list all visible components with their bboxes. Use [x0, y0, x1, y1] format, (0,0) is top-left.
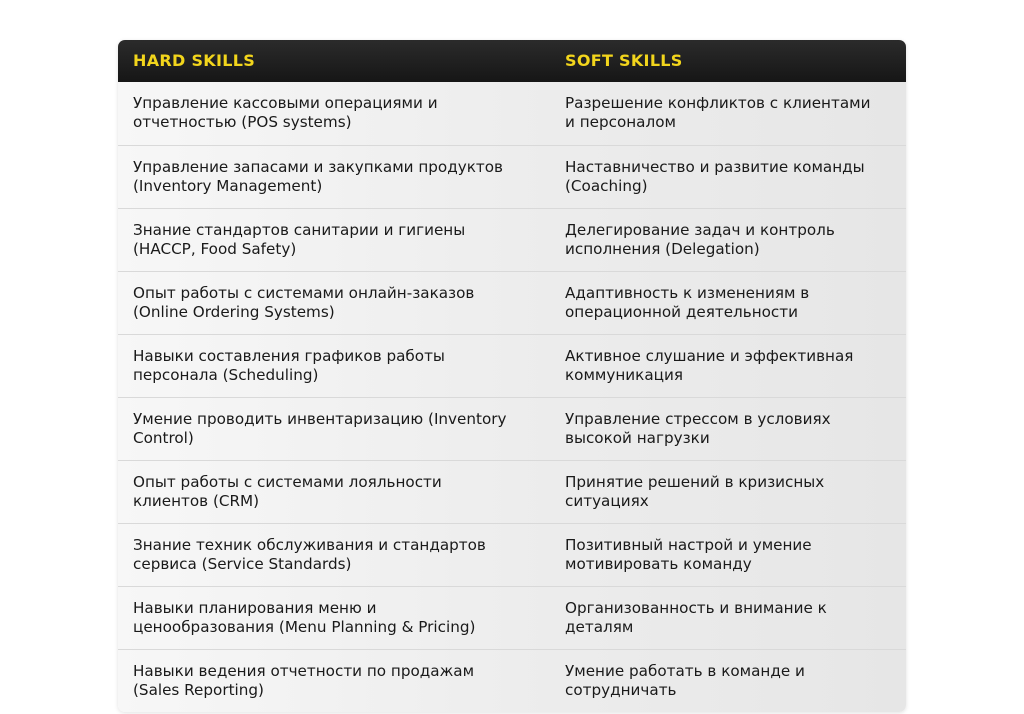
table-header — [118, 40, 906, 82]
soft-skill-cell: Активное слушание и эффективная коммуникация — [565, 347, 854, 384]
table-row — [118, 523, 906, 586]
table-row — [118, 145, 906, 208]
header-soft-skills: SOFT SKILLS — [565, 51, 683, 70]
soft-skill-cell: Позитивный настрой и умение мотивировать команду — [565, 536, 812, 573]
soft-skill-cell: Организованность и внимание к деталям — [565, 599, 827, 636]
hard-skill-cell: Знание техник обслуживания и стандартов сервиса (Service Standards) — [133, 536, 486, 573]
soft-skill-cell: Умение работать в команде и сотрудничать — [565, 662, 805, 699]
hard-skill-cell: Навыки планирования меню и ценообразования (Menu Planning & Pricing) — [133, 599, 476, 636]
table-row — [118, 208, 906, 271]
hard-skill-cell: Управление запасами и закупками продуктов (Inventory Management) — [133, 158, 503, 195]
soft-skill-cell: Адаптивность к изменениям в операционной деятельности — [565, 284, 810, 321]
header-hard-skills: HARD SKILLS — [133, 51, 256, 70]
hard-skill-cell: Знание стандартов санитарии и гигиены (HACCP, Food Safety) — [133, 221, 466, 258]
table-row — [118, 649, 906, 712]
skills-table — [118, 40, 906, 712]
soft-skill-cell: Управление стрессом в условиях высокой нагрузки — [565, 410, 831, 447]
soft-skill-cell: Делегирование задач и контроль исполнения (Delegation) — [565, 221, 835, 258]
hard-skill-cell: Умение проводить инвентаризацию (Inventory Control) — [133, 410, 507, 447]
table-row — [118, 271, 906, 334]
table-row — [118, 586, 906, 649]
table-row — [118, 334, 906, 397]
table-body — [118, 82, 906, 712]
soft-skill-cell: Наставничество и развитие команды (Coaching) — [565, 158, 865, 195]
hard-skill-cell: Навыки ведения отчетности по продажам (Sales Reporting) — [133, 662, 475, 699]
hard-skill-cell: Опыт работы с системами лояльности клиентов (CRM) — [133, 473, 442, 510]
table-row — [118, 82, 906, 145]
table-row — [118, 460, 906, 523]
hard-skill-cell: Управление кассовыми операциями и отчетностью (POS systems) — [133, 94, 438, 131]
hard-skill-cell: Навыки составления графиков работы персонала (Scheduling) — [133, 347, 445, 384]
soft-skill-cell: Принятие решений в кризисных ситуациях — [565, 473, 825, 510]
table-row — [118, 397, 906, 460]
soft-skill-cell: Разрешение конфликтов с клиентами и персоналом — [565, 94, 871, 131]
hard-skill-cell: Опыт работы с системами онлайн-заказов (Online Ordering Systems) — [133, 284, 475, 321]
